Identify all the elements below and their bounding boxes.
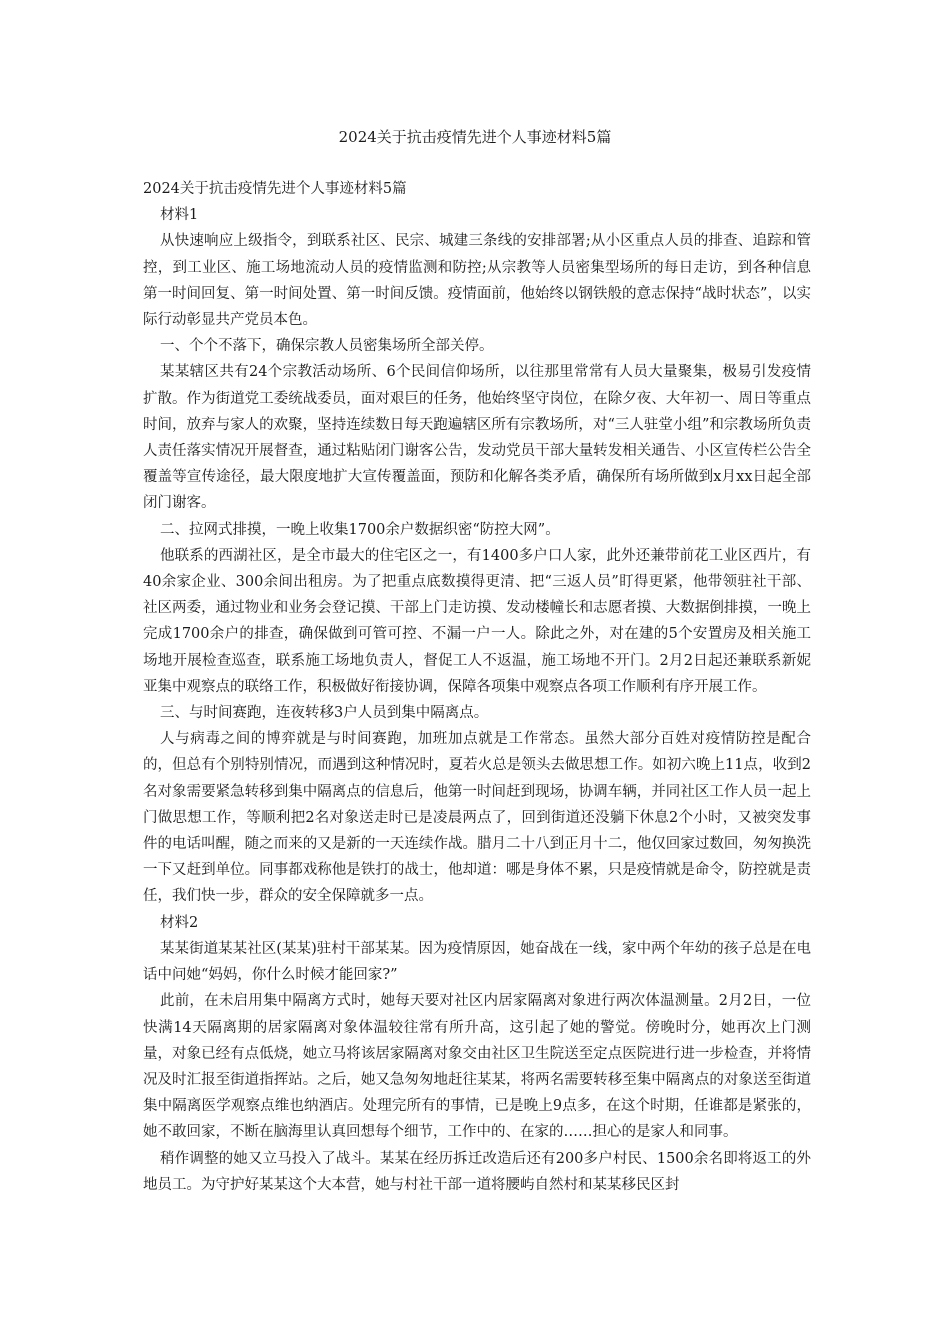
- paragraph: 某某辖区共有24个宗教活动场所、6个民间信仰场所，以往那里常常有人员大量聚集，极易引发疫情扩散。作为街道党工委统战委员，面对艰巨的任务，他始终坚守岗位，在除夕夜、大年初一、周日等重点时间，放弃与家人的欢聚，坚持连续数日每天跑遍辖区所有宗教场所，对“三人驻堂小组”和宗教场所负责人责任落实情况开展督查，通过粘贴闭门谢客公告，发动党员干部大量转发相关通告、小区宣传栏公告全覆盖等宣传途径，最大限度地扩大宣传覆盖面，预防和化解各类矛盾，确保所有场所做到x月xx日起全部闭门谢客。: [143, 364, 811, 512]
- paragraph: 人与病毒之间的博弈就是与时间赛跑，加班加点就是工作常态。虽然大部分百姓对疫情防控是配合的，但总有个别特别情况，而遇到这种情况时，夏若火总是领头去做思想工作。如初六晚上11点，收到2名对象需要紧急转移到集中隔离点的信息后，他第一时间赶到现场，协调车辆，并同社区工作人员一起上门做思想工作，等顺利把2名对象送走时已是凌晨两点了，回到街道还没躺下休息2个小时，又被突发事件的电话叫醒，随之而来的又是新的一天连续作战。腊月二十八到正月十二，他仅回家过数回，匆匆换洗一下又赶到单位。同事都戏称他是铁打的战士，他却道：哪是身体不累，只是疫情就是命令，防控就是责任，我们快一步，群众的安全保障就多一点。: [143, 731, 811, 905]
- paragraph: 材料2: [160, 914, 199, 931]
- paragraph: 2024关于抗击疫情先进个人事迹材料5篇: [143, 181, 407, 197]
- paragraph: 此前，在未启用集中隔离方式时，她每天要对社区内居家隔离对象进行两次体温测量。2月2日，一位快满14天隔离期的居家隔离对象体温较往常有所升高，这引起了她的警觉。傍晚时分，她再次上门测量，对象已经有点低烧，她立马将该居家隔离对象交由社区卫生院送至定点医院进行进一步检查，并将情况及时汇报至街道指挥站。之后，她又急匆匆地赶往某某，将两名需要转移至集中隔离点的对象送至街道集中隔离医学观察点维也纳酒店。处理完所有的事情，已是晚上9点多，在这个时期，任谁都是紧张的，她不敢回家，不断在脑海里认真回想每个细节，工作中的、在家的……担心的是家人和同事。: [143, 993, 811, 1141]
- document-title: 2024关于抗击疫情先进个人事迹材料5篇: [338, 128, 612, 146]
- paragraph: 二、拉网式排摸，一晚上收集1700余户数据织密“防控大网”。: [160, 521, 560, 538]
- paragraph: 一、个个不落下，确保宗教人员密集场所全部关停。: [160, 338, 494, 355]
- paragraph: 从快速响应上级指令，到联系社区、民宗、城建三条线的安排部署;从小区重点人员的排查、追踪和管控，到工业区、施工场地流动人员的疫情监测和防控;从宗教等人员密集型场所的每日走访，到各种信息第一时间回复、第一时间处置、第一时间反馈。疫情面前，他始终以钢铁般的意志保持“战时状态”，以实际行动彰显共产党员本色。: [143, 233, 811, 329]
- paragraph: 稍作调整的她又立马投入了战斗。某某在经历拆迁改造后还有200多户村民、1500余名即将返工的外地员工。为守护好某某这个大本营，她与村社干部一道将腰屿自然村和某某移民区封: [143, 1150, 811, 1193]
- paragraph: 他联系的西湖社区，是全市最大的住宅区之一，有1400多户口人家，此外还兼带前花工业区西片，有40余家企业、300余间出租房。为了把重点底数摸得更清、把“三返人员”盯得更紧，他带领驻社干部、社区两委，通过物业和业务会登记摸、干部上门走访摸、发动楼幢长和志愿者摸、大数据倒排摸，一晚上完成1700余户的排查，确保做到可管可控、不漏一户一人。除此之外，对在建的5个安置房及相关施工场地开展检查巡查，联系施工场地负责人，督促工人不返温，施工场地不开门。2月2日起还兼联系新妮亚集中观察点的联络工作，积极做好衔接协调，保障各项集中观察点各项工作顺利有序开展工作。: [143, 547, 811, 695]
- paragraph: 材料1: [160, 207, 199, 224]
- paragraph: 三、与时间赛跑，连夜转移3户人员到集中隔离点。: [160, 705, 489, 722]
- document-body: [143, 176, 811, 1198]
- paragraph: 某某街道某某社区(某某)驻村干部某某。因为疫情原因，她奋战在一线，家中两个年幼的孩子总是在电话中问她“妈妈，你什么时候才能回家?”: [143, 940, 811, 984]
